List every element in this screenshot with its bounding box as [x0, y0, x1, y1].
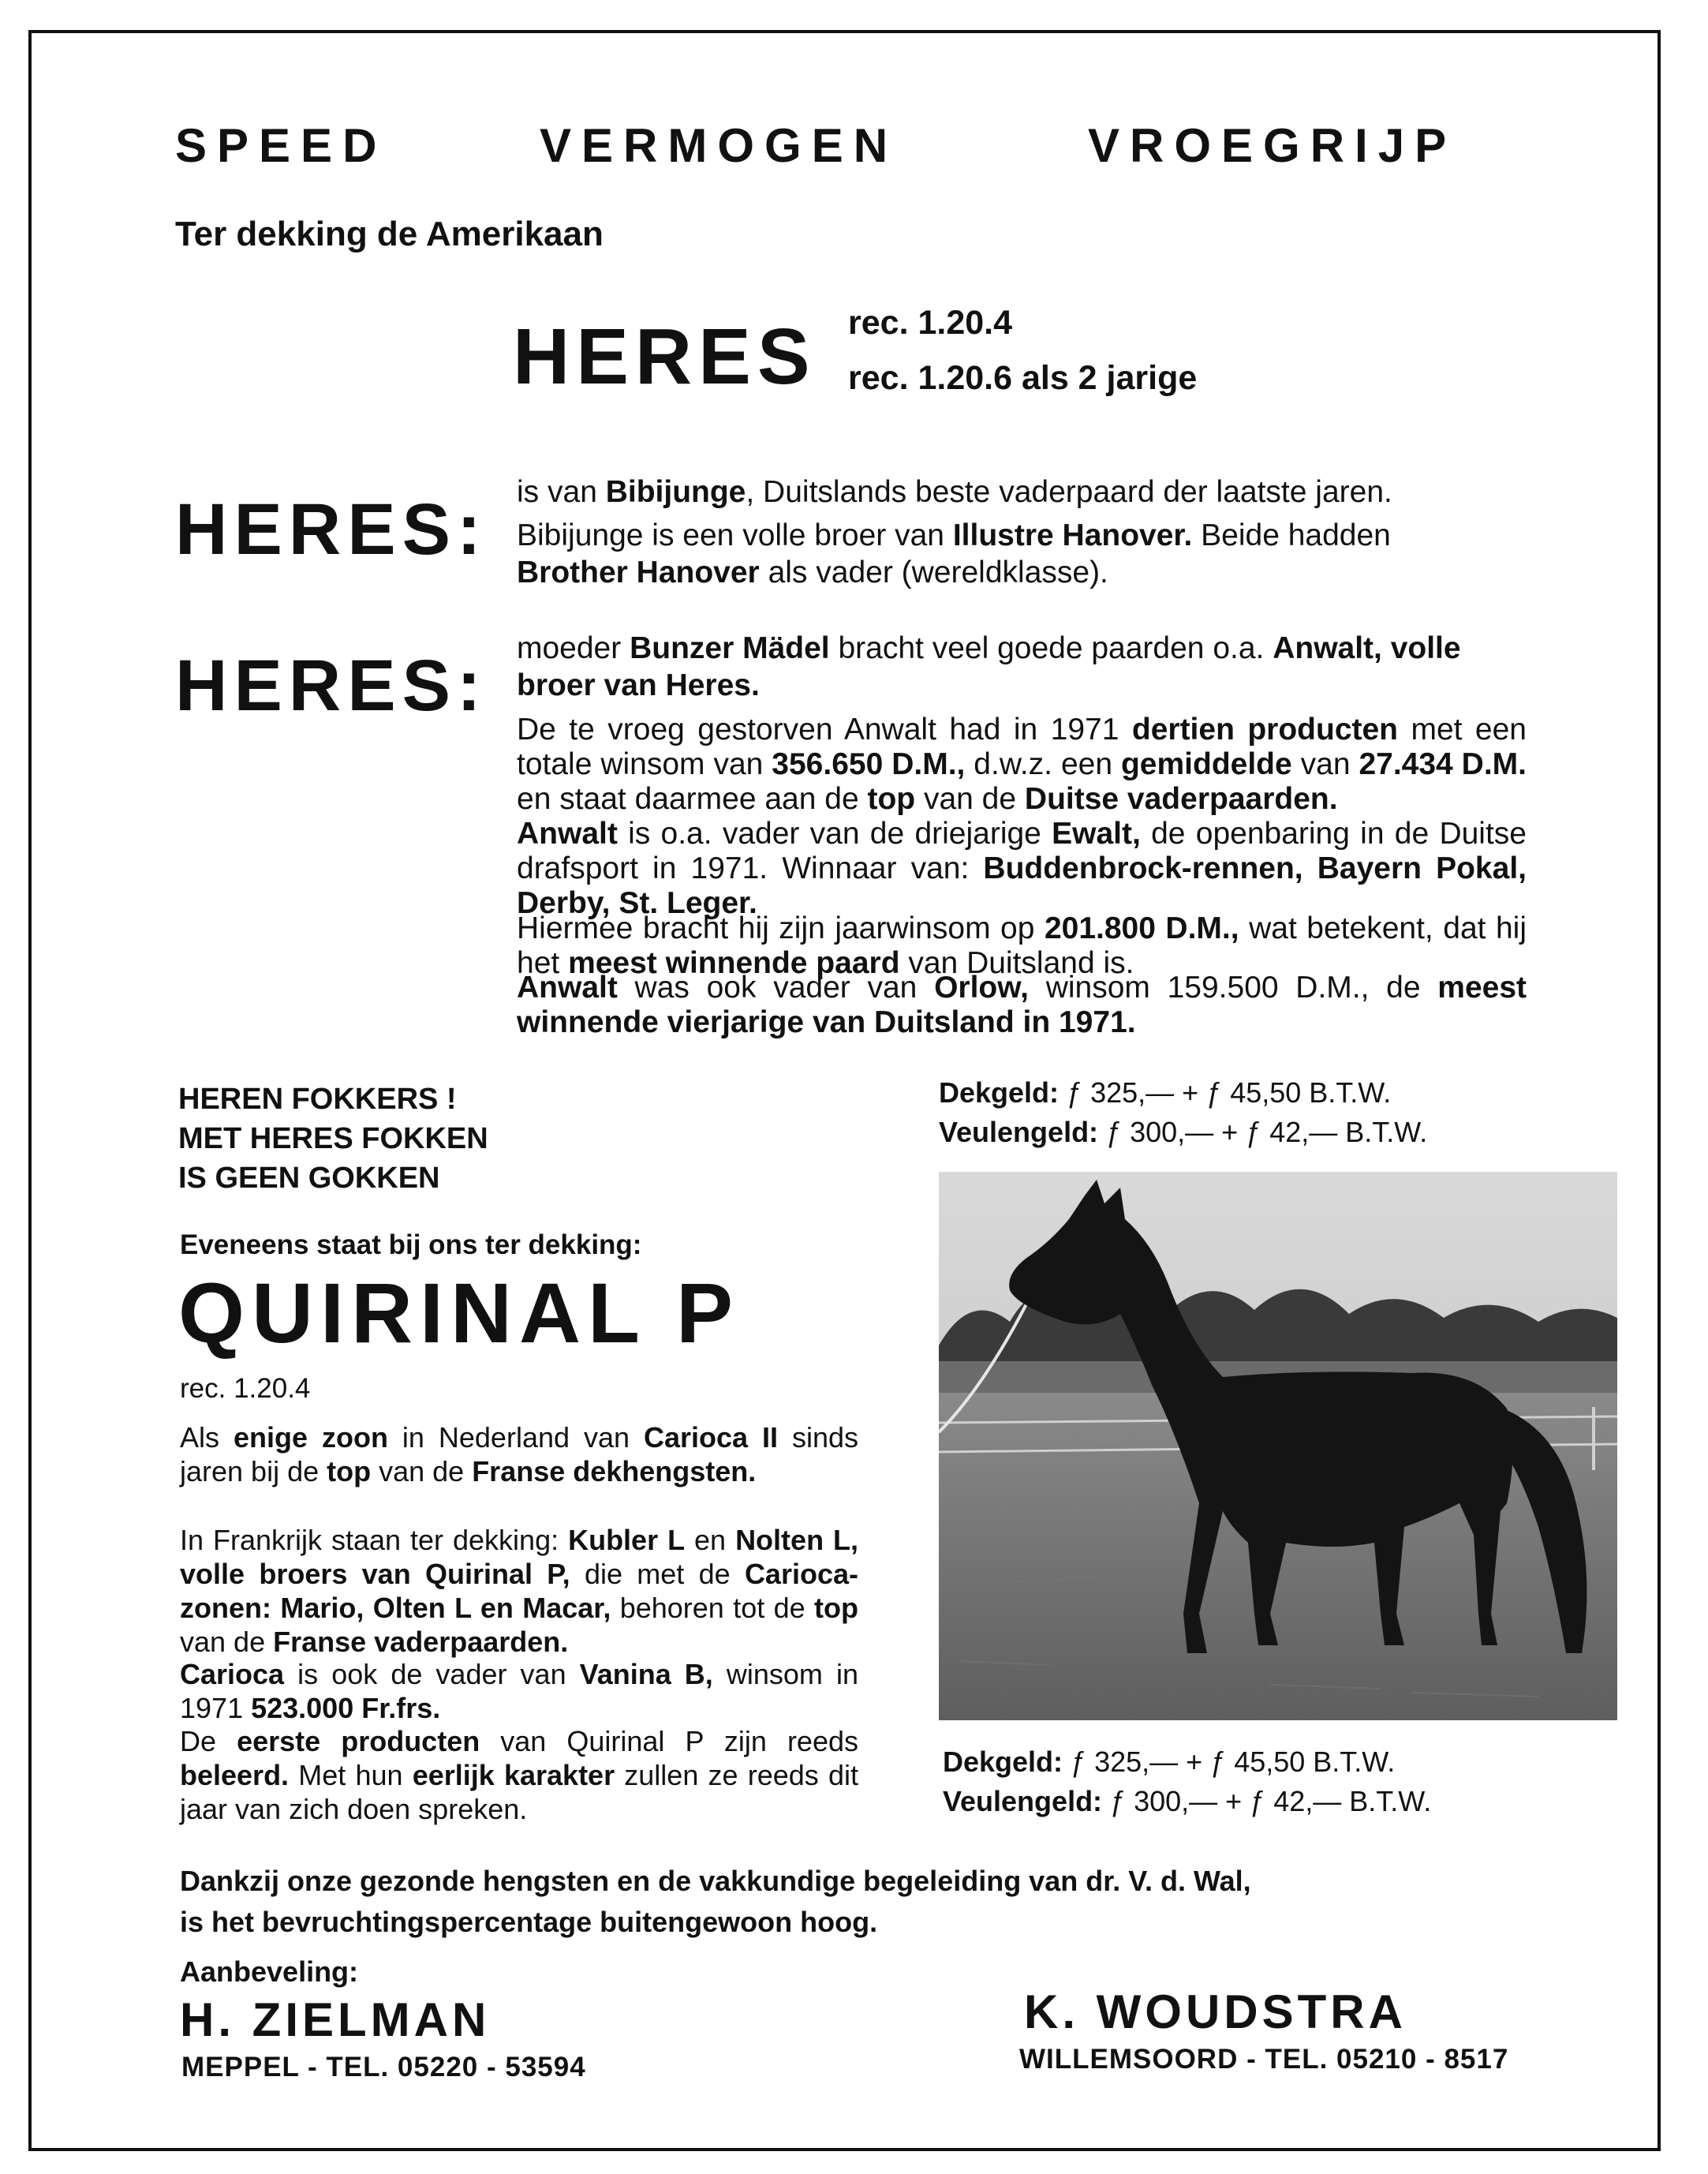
text: als vader (wereldklasse). [759, 556, 1108, 589]
text: met een totale winsom van [517, 713, 1527, 781]
anwalt-paragraph-2 [517, 817, 1527, 921]
heres-label-1: HERES: [175, 489, 488, 570]
text: winsom 159.500 D.M., de [1028, 971, 1438, 1005]
text: Buddenbrock-rennen, Bayern Pokal, Derby, St. Leger. [517, 851, 1527, 920]
text: van de [915, 782, 1025, 816]
text: de openbaring in de Duitse drafsport in 1971. Winnaar van: [517, 817, 1527, 885]
text: in Nederland van [387, 1421, 644, 1454]
quirinal-paragraph-3 [180, 1657, 858, 1725]
text: van de [180, 1626, 274, 1658]
heres-title: HERES [513, 312, 817, 401]
text: Nolten L, volle broers van Quirinal P, [180, 1524, 859, 1590]
text: winsom in 1971 [180, 1658, 858, 1724]
text: eerste producten [237, 1725, 480, 1757]
contact-name-woudstra: K. WOUDSTRA [1024, 1985, 1407, 2038]
text: Beide hadden [1192, 518, 1391, 552]
anwalt-paragraph-4 [517, 971, 1527, 1040]
text: bracht veel goede paarden o.a. [829, 631, 1273, 665]
contact-address-woudstra: WILLEMSOORD - TEL. 05210 - 8517 [1019, 2044, 1509, 2075]
text: enige zoon [233, 1421, 388, 1454]
text: meest winnende vierjarige van Duitsland in 1971. [517, 971, 1527, 1039]
text: Anwalt [517, 817, 618, 851]
text: Bibijunge [605, 475, 746, 509]
text: top [327, 1455, 372, 1487]
text: Bibijunge is een volle broer van [517, 518, 953, 552]
text: Brother Hanover [517, 556, 760, 589]
text: Anwalt, volle [1273, 631, 1461, 665]
text: , Duitslands beste vaderpaard der laatste jaren. [746, 475, 1392, 509]
stud-fee-value: ƒ 325,— + ƒ 45,50 B.T.W. [1067, 1076, 1392, 1109]
text: Franse dekhengsten. [472, 1455, 757, 1487]
anwalt-paragraph-1 [517, 713, 1527, 817]
recommendation-label: Aanbeveling: [180, 1955, 359, 1988]
text: In Frankrijk staan ter dekking: [180, 1524, 569, 1556]
text: behoren tot de [611, 1592, 815, 1624]
text: en [685, 1524, 736, 1556]
tagline-speed: SPEED [175, 119, 387, 172]
fertility-note [180, 1861, 1251, 1943]
tagline-vroegrijp: VROEGRIJP [1088, 119, 1457, 172]
also-available-line: Eveneens staat bij ons ter dekking: [180, 1229, 642, 1260]
text: Carioca-zonen: Mario, Olten L en Macar, [180, 1558, 858, 1624]
text: van de [371, 1455, 473, 1487]
text: van Quirinal P zijn reeds [480, 1725, 858, 1757]
contact-address-zielman: MEPPEL - TEL. 05220 - 53594 [181, 2052, 586, 2082]
text: is ook de vader van [284, 1658, 580, 1690]
text: Duitse vaderpaarden. [1024, 782, 1338, 816]
heres-record-2: rec. 1.20.6 als 2 jarige [848, 359, 1198, 397]
foal-fee-label: Veulengeld: [939, 1116, 1099, 1148]
text: is van [517, 475, 606, 509]
fees-heres [939, 1073, 1427, 1152]
text: Kubler L [568, 1524, 686, 1556]
text: 201.800 D.M., [1044, 911, 1239, 945]
text: Franse vaderpaarden. [273, 1626, 569, 1658]
text: Illustre Hanover. [952, 518, 1193, 552]
quirinal-paragraph-2 [180, 1523, 858, 1659]
text: Orlow, [934, 971, 1029, 1005]
intro-line: Ter dekking de Amerikaan [175, 215, 604, 253]
quirinal-paragraph-4 [180, 1724, 858, 1826]
text: was ook vader van [617, 971, 935, 1005]
heres-record-1: rec. 1.20.4 [848, 304, 1013, 342]
text: moeder [517, 631, 630, 665]
text: die met de [570, 1558, 745, 1590]
text: Als [180, 1421, 234, 1454]
text: is o.a. vader van de driejarige [617, 817, 1052, 851]
foal-fee-label: Veulengeld: [943, 1785, 1103, 1817]
quirinal-title: QUIRINAL P [178, 1265, 741, 1360]
slogan-line-1: HEREN FOKKERS ! [178, 1083, 457, 1116]
text: top [814, 1592, 858, 1624]
text: en staat daarmee aan de [517, 782, 868, 816]
text: dertien producten [1131, 713, 1399, 746]
slogan [178, 1080, 488, 1198]
text: wat betekent, dat hij het [517, 911, 1527, 980]
text: gemiddelde [1120, 747, 1292, 781]
text: meest winnende paard [568, 946, 900, 980]
text: beleerd. [180, 1759, 290, 1791]
text: van [1291, 747, 1359, 781]
fertility-line-2: is het bevruchtingspercentage buitengewoon hoog. [180, 1906, 878, 1938]
contact-name-zielman: H. ZIELMAN [180, 1993, 491, 2046]
stud-fee-label: Dekgeld: [939, 1076, 1060, 1109]
text: eerlijk karakter [412, 1759, 615, 1791]
heres-label-2: HERES: [175, 645, 488, 726]
text: sinds jaren bij de [180, 1421, 859, 1487]
text: van Duitsland is. [899, 946, 1134, 980]
stud-fee-label: Dekgeld: [943, 1746, 1063, 1778]
text: Anwalt [517, 971, 618, 1005]
text: Vanina B, [579, 1658, 713, 1690]
text: Carioca [180, 1658, 285, 1690]
text: De [180, 1725, 237, 1757]
heres-pedigree-paragraph [517, 473, 1527, 591]
tagline-vermogen: VERMOGEN [540, 119, 899, 172]
text: top [867, 782, 916, 816]
text: 356.650 D.M., [772, 747, 966, 781]
text: d.w.z. een [965, 747, 1121, 781]
text: 523.000 Fr.frs. [251, 1692, 441, 1724]
foal-fee-value: ƒ 300,— + ƒ 42,— B.T.W. [1110, 1785, 1432, 1817]
quirinal-record: rec. 1.20.4 [180, 1373, 311, 1404]
text: Ewalt, [1052, 817, 1141, 851]
foal-fee-value: ƒ 300,— + ƒ 42,— B.T.W. [1106, 1116, 1428, 1148]
heres-dam-paragraph [517, 630, 1527, 704]
text: zullen ze reeds dit jaar van zich doen spreken. [180, 1759, 858, 1825]
slogan-line-3: IS GEEN GOKKEN [178, 1162, 440, 1195]
fertility-line-1: Dankzij onze gezonde hengsten en de vakkundige begeleiding van dr. V. d. Wal, [180, 1865, 1251, 1897]
text: Bunzer Mädel [630, 631, 830, 665]
stud-fee-value: ƒ 325,— + ƒ 45,50 B.T.W. [1071, 1746, 1396, 1778]
fees-quirinal [943, 1742, 1431, 1821]
text: Met hun [289, 1759, 413, 1791]
horse-photo [939, 1172, 1617, 1720]
text: 27.434 D.M. [1359, 747, 1527, 781]
text: Carioca II [643, 1421, 779, 1454]
text: De te vroeg gestorven Anwalt had in 1971 [517, 713, 1132, 746]
quirinal-paragraph-1 [180, 1420, 858, 1488]
text: broer van Heres. [517, 668, 760, 702]
slogan-line-2: MET HERES FOKKEN [178, 1122, 488, 1155]
text: Hiermee bracht hij zijn jaarwinsom op [517, 911, 1045, 945]
